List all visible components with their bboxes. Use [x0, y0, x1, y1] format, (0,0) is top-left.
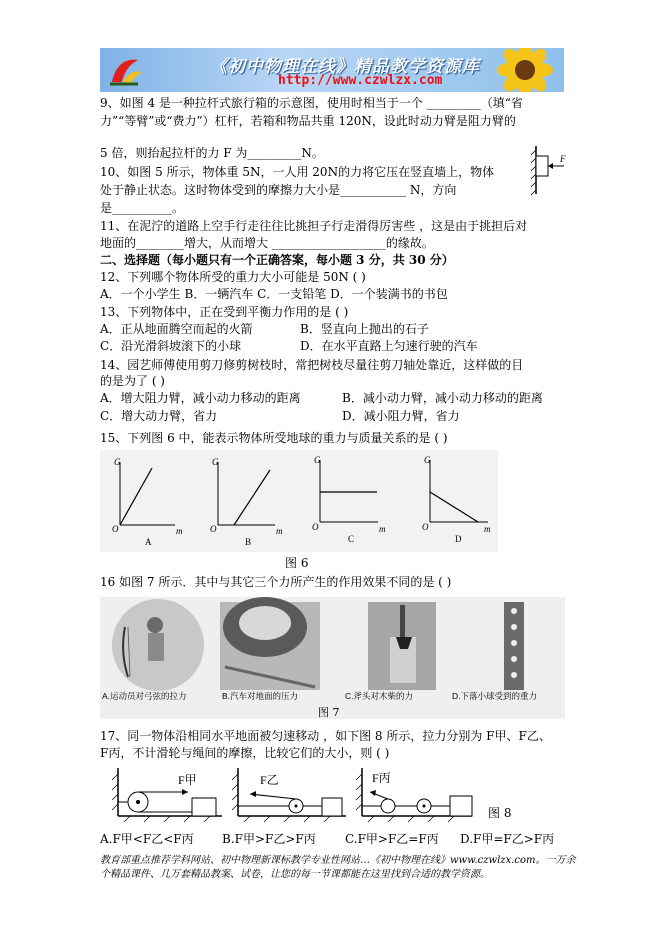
footer-line2: 个精品课件、几万套精品教案、试卷，让您的每一节课都能在这里找到合适的教学资源。: [100, 869, 490, 880]
pulley-setup-c: [356, 768, 472, 822]
q13-option-d: D．在水平直路上匀速行驶的汽车: [300, 339, 478, 353]
graph-label: A: [145, 537, 152, 547]
q14-option-d: D．减小阻力臂，省力: [342, 409, 460, 423]
q16-stem: 16 如图 7 所示．其中与其它三个力所产生的作用效果不同的是 ( ): [100, 575, 452, 589]
header-url[interactable]: http://www.czwlzx.com: [278, 73, 443, 88]
graph-d: [422, 455, 491, 544]
q17-line2: F丙，不计滑轮与绳间的摩擦，比较它们的大小，则 ( ): [100, 746, 390, 760]
photo-c-axe: [368, 602, 436, 690]
sunflower-icon: [490, 48, 560, 92]
photo-caption: D.下落小球受到的重力: [452, 691, 538, 701]
graph-label: B: [245, 537, 252, 547]
figure-6-graphs: [100, 450, 498, 552]
q13-option-b: B．竖直向上抛出的石子: [300, 322, 429, 336]
figure-7-photos: [100, 597, 565, 719]
q17-option-d: D.F甲=F乙>F丙: [460, 832, 555, 846]
q14-option-a: A．增大阻力臂，减小动力移动的距离: [100, 391, 301, 405]
graph-label: D: [455, 534, 462, 544]
q12-stem: 12、下列哪个物体所受的重力大小可能是 50N ( ): [100, 270, 366, 284]
q14-option-c: C．增大动力臂，省力: [100, 409, 218, 423]
q15-stem: 15、下列图 6 中，能表示物体所受地球的重力与质量关系的是 ( ): [100, 431, 448, 445]
photo-a-archer: [112, 599, 204, 691]
graph-c: [312, 455, 386, 544]
force-label: F甲: [178, 773, 197, 787]
q14-line2: 的是为了 ( ): [100, 374, 165, 388]
axis-y-label: G: [114, 457, 121, 467]
force-label: F乙: [260, 773, 279, 787]
q10-line2: 处于静止状态。这时物体受到的摩擦力大小是___________ N，方向: [100, 183, 457, 197]
photo-caption: B.汽车对地面的压力: [222, 691, 299, 701]
figure-7-caption: 图 7: [318, 706, 340, 719]
q14-line1: 14、园艺师傅使用剪刀修剪树枝时，常把树枝尽量往剪刀轴处靠近，这样做的目: [100, 358, 524, 372]
axis-x-label: m: [176, 526, 183, 536]
origin-label: O: [422, 522, 429, 532]
origin-label: O: [312, 522, 319, 532]
q10-line1: 10、如图 5 所示，物体重 5N，一人用 20N的力将它压在竖直墙上，物体: [100, 165, 495, 179]
graph-a: [112, 457, 183, 547]
q17-option-c: C.F甲>F乙=F丙: [345, 832, 439, 846]
q17-line1: 17、同一物体沿相同水平地面被匀速移动 ，如下图 8 所示，拉力分别为 F甲、F乙、: [100, 729, 551, 743]
q11-line1: 11、在泥泞的道路上空手行走往往比挑担子行走滑得厉害些 ，这是由于挑担后对: [100, 219, 528, 233]
q13-option-c: C．沿光滑斜坡滚下的小球: [100, 339, 242, 353]
figure-5-wall: [530, 144, 570, 196]
graph-label: C: [348, 534, 355, 544]
q13-option-a: A．正从地面腾空而起的火箭: [100, 322, 253, 336]
header-title: 《初中物理在线》精品教学资源库: [210, 57, 480, 77]
photo-caption: A.运动员对弓弦的拉力: [102, 691, 187, 701]
q17-option-b: B.F甲>F乙>F丙: [222, 832, 316, 846]
q10-line3: 是__________。: [100, 201, 185, 215]
photo-d-falling-ball: [504, 602, 524, 690]
pulley-setup-b: [232, 768, 346, 822]
pulley-setup-a: [112, 768, 222, 822]
q14-option-b: B．减小动力臂，减小动力移动的距离: [342, 391, 543, 405]
q12-options: A．一个小学生 B．一辆汽车 C．一支铅笔 D．一个装满书的书包: [100, 287, 448, 301]
q9-line1: 9、如图 4 是一种拉杆式旅行箱的示意图，使用时相当于一个 _________（填“省: [100, 96, 523, 110]
section-2-heading: 二、选择题（每小题只有一个正确答案，每小题 3 分，共 30 分）: [100, 253, 454, 267]
axis-x-label: m: [276, 526, 283, 536]
q11-line2: 地面的________增大，从而增大 ___________________的缘故。: [100, 236, 434, 250]
axis-y-label: G: [212, 457, 219, 467]
site-logo-icon: [108, 54, 144, 88]
header-banner: [100, 48, 564, 92]
q9-line2: 力”“等臂”或“费力”）杠杆，若箱和物品共重 120N，设此时动力臂是阻力臂的: [100, 114, 516, 128]
figure-8-pulleys: [100, 764, 480, 824]
origin-label: O: [112, 524, 119, 534]
force-label: F丙: [372, 771, 391, 785]
origin-label: O: [210, 524, 217, 534]
photo-caption: C.斧头对木柴的力: [345, 691, 414, 701]
graph-b: [210, 457, 283, 547]
axis-y-label: G: [314, 455, 321, 465]
q9-line3: 5 倍，则抬起拉杆的力 F 为_________N。: [100, 146, 324, 160]
axis-y-label: G: [424, 455, 431, 465]
axis-x-label: m: [379, 524, 386, 534]
svg-text:F: F: [560, 154, 566, 164]
q17-option-a: A.F甲<F乙<F丙: [100, 832, 194, 846]
figure-6-caption: 图 6: [285, 556, 309, 570]
footer-line1: 教育部重点推荐学科网站、初中物理新课标教学专业性网站…《初中物理在线》www.czwlzx.com。一万余: [100, 855, 576, 866]
q13-stem: 13、下列物体中，正在受到平衡力作用的是 ( ): [100, 305, 349, 319]
photo-b-tire: [220, 597, 320, 690]
figure-8-caption: 图 8: [488, 806, 512, 820]
axis-x-label: m: [484, 524, 491, 534]
